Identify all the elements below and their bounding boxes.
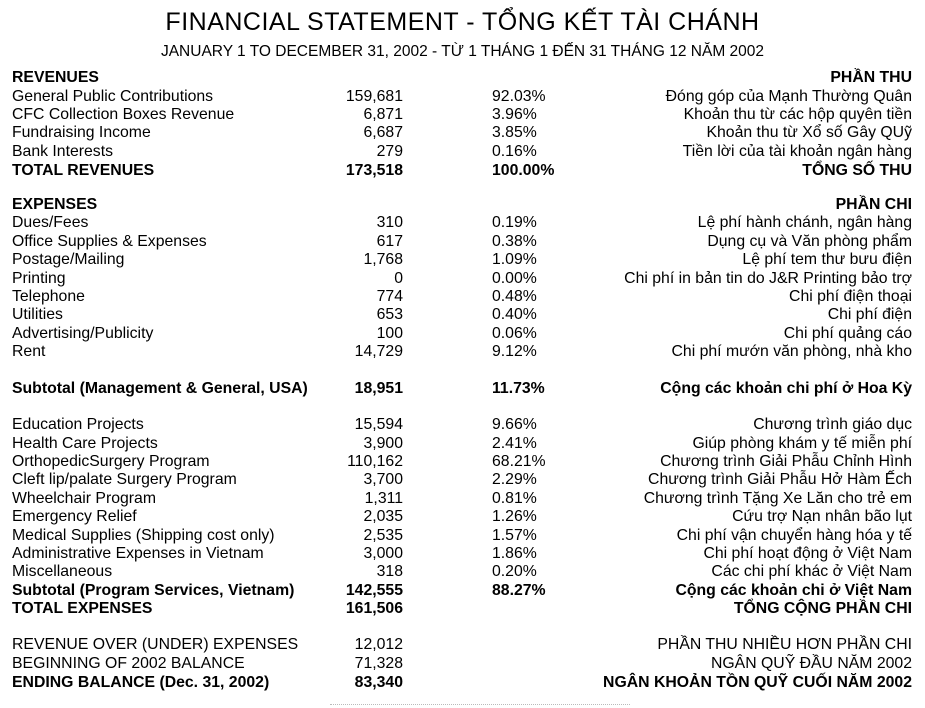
row-amount: 110,162 xyxy=(347,453,403,470)
page-subtitle: JANUARY 1 TO DECEMBER 31, 2002 - TỪ 1 THÁNG 1 ĐẾN 31 THÁNG 12 NĂM 2002 xyxy=(160,43,765,60)
row-vietnamese-label: Đóng góp của Mạnh Thường Quân xyxy=(665,88,912,105)
statement-row xyxy=(0,88,925,106)
row-percentage: 1.26% xyxy=(492,508,537,525)
row-label: CFC Collection Boxes Revenue xyxy=(12,106,235,123)
statement-row xyxy=(0,343,925,361)
row-amount: 279 xyxy=(376,143,403,160)
row-percentage: 92.03% xyxy=(492,88,546,105)
row-label: ENDING BALANCE (Dec. 31, 2002) xyxy=(12,674,270,691)
row-percentage: 0.19% xyxy=(492,214,537,231)
row-vietnamese-label: NGÂN QUỸ ĐẦU NĂM 2002 xyxy=(710,655,912,672)
row-label: Telephone xyxy=(12,288,85,305)
row-percentage: 88.27% xyxy=(492,582,546,599)
row-percentage: 1.86% xyxy=(492,545,537,562)
row-vietnamese-label: TỔNG CỘNG PHẦN CHI xyxy=(733,600,912,617)
statement-row xyxy=(0,69,925,87)
row-amount: 15,594 xyxy=(354,416,403,433)
row-label: Postage/Mailing xyxy=(12,251,125,268)
row-amount: 161,506 xyxy=(345,600,403,617)
statement-row xyxy=(0,674,925,692)
row-amount: 0 xyxy=(394,270,403,287)
statement-row xyxy=(0,162,925,180)
row-percentage: 0.48% xyxy=(492,288,537,305)
row-label: Bank Interests xyxy=(12,143,113,160)
statement-row xyxy=(0,106,925,124)
row-amount: 3,700 xyxy=(363,471,403,488)
row-percentage: 3.85% xyxy=(492,124,537,141)
row-percentage: 2.41% xyxy=(492,435,537,452)
row-percentage: 0.06% xyxy=(492,325,537,342)
row-percentage: 0.20% xyxy=(492,563,537,580)
row-vietnamese-label: Các chi phí khác ở Việt Nam xyxy=(711,563,912,580)
statement-row xyxy=(0,453,925,471)
row-amount: 617 xyxy=(376,233,403,250)
row-vietnamese-label: PHẦN THU NHIỀU HƠN PHẦN CHI xyxy=(657,636,912,653)
row-vietnamese-label: Chi phí điện thoại xyxy=(789,288,912,305)
row-amount: 142,555 xyxy=(345,582,403,599)
statement-row xyxy=(0,380,925,398)
row-label: Fundraising Income xyxy=(12,124,151,141)
row-percentage: 0.38% xyxy=(492,233,537,250)
row-label: Medical Supplies (Shipping cost only) xyxy=(12,527,275,544)
row-amount: 774 xyxy=(376,288,403,305)
row-vietnamese-label: Cứu trợ Nạn nhân bão lụt xyxy=(732,508,912,525)
statement-row xyxy=(0,196,925,214)
statement-row xyxy=(0,527,925,545)
statement-row xyxy=(0,600,925,618)
row-vietnamese-label: Chương trình Giải Phẫu Chỉnh Hình xyxy=(660,453,912,470)
row-label: EXPENSES xyxy=(12,196,98,213)
row-amount: 2,535 xyxy=(363,527,403,544)
row-amount: 159,681 xyxy=(345,88,403,105)
row-label: Utilities xyxy=(12,306,63,323)
statement-row xyxy=(0,233,925,251)
row-amount: 100 xyxy=(376,325,403,342)
statement-row xyxy=(0,471,925,489)
row-label: General Public Contributions xyxy=(12,88,214,105)
statement-row xyxy=(0,251,925,269)
statement-row xyxy=(0,214,925,232)
row-vietnamese-label: Chương trình giáo dục xyxy=(753,416,912,433)
row-vietnamese-label: Chi phí mướn văn phòng, nhà kho xyxy=(671,343,912,360)
row-label: TOTAL EXPENSES xyxy=(12,600,153,617)
statement-row xyxy=(0,508,925,526)
statement-row xyxy=(0,124,925,142)
row-vietnamese-label: Chi phí hoạt động ở Việt Nam xyxy=(703,545,912,562)
statement-row xyxy=(0,582,925,600)
row-vietnamese-label: PHẦN CHI xyxy=(835,196,912,213)
statement-row xyxy=(0,270,925,288)
row-amount: 310 xyxy=(376,214,403,231)
row-percentage: 9.12% xyxy=(492,343,537,360)
row-amount: 14,729 xyxy=(354,343,403,360)
row-label: REVENUE OVER (UNDER) EXPENSES xyxy=(12,636,299,653)
row-vietnamese-label: Chương trình Giải Phẫu Hở Hàm Ếch xyxy=(648,471,912,488)
row-vietnamese-label: Lệ phí tem thư bưu điện xyxy=(742,251,912,268)
statement-row xyxy=(0,435,925,453)
row-percentage: 0.81% xyxy=(492,490,537,507)
row-label: Cleft lip/palate Surgery Program xyxy=(12,471,237,488)
footer-divider xyxy=(330,704,630,707)
row-percentage: 2.29% xyxy=(492,471,537,488)
row-amount: 3,900 xyxy=(363,435,403,452)
row-vietnamese-label: Khoản thu từ Xổ số Gây QUỹ xyxy=(706,124,912,141)
row-vietnamese-label: Khoản thu từ các hộp quyên tiền xyxy=(683,106,912,123)
row-percentage: 0.00% xyxy=(492,270,537,287)
row-label: Advertising/Publicity xyxy=(12,325,154,342)
row-amount: 2,035 xyxy=(363,508,403,525)
statement-row xyxy=(0,490,925,508)
row-amount: 18,951 xyxy=(354,380,403,397)
row-percentage: 9.66% xyxy=(492,416,537,433)
row-amount: 1,768 xyxy=(363,251,403,268)
statement-row xyxy=(0,325,925,343)
row-label: BEGINNING OF 2002 BALANCE xyxy=(12,655,245,672)
row-label: Printing xyxy=(12,270,66,287)
row-vietnamese-label: Tiền lời của tài khoản ngân hàng xyxy=(682,143,912,160)
row-label: Subtotal (Program Services, Vietnam) xyxy=(12,582,295,599)
row-percentage: 68.21% xyxy=(492,453,546,470)
row-vietnamese-label: TỔNG SỐ THU xyxy=(802,162,912,179)
row-amount: 71,328 xyxy=(354,655,403,672)
row-label: OrthopedicSurgery Program xyxy=(12,453,210,470)
row-percentage: 0.40% xyxy=(492,306,537,323)
statement-row xyxy=(0,563,925,581)
row-vietnamese-label: Dụng cụ và Văn phòng phẩm xyxy=(707,233,912,250)
row-label: Subtotal (Management & General, USA) xyxy=(12,380,308,397)
row-amount: 12,012 xyxy=(354,636,403,653)
row-percentage: 1.57% xyxy=(492,527,537,544)
row-vietnamese-label: Chương trình Tặng Xe Lăn cho trẻ em xyxy=(643,490,912,507)
statement-row xyxy=(0,545,925,563)
row-vietnamese-label: NGÂN KHOẢN TỒN QUỸ CUỐI NĂM 2002 xyxy=(603,674,912,691)
row-label: Health Care Projects xyxy=(12,435,158,452)
row-label: Rent xyxy=(12,343,46,360)
row-amount: 1,311 xyxy=(364,490,403,507)
row-vietnamese-label: Cộng các khoản chi phí ở Hoa Kỳ xyxy=(660,380,912,397)
statement-row xyxy=(0,655,925,673)
row-amount: 6,871 xyxy=(363,106,403,123)
row-label: Dues/Fees xyxy=(12,214,89,231)
statement-row xyxy=(0,288,925,306)
row-vietnamese-label: Chi phí in bản tin do J&R Printing bảo trợ xyxy=(624,270,912,287)
row-amount: 318 xyxy=(376,563,403,580)
row-label: TOTAL REVENUES xyxy=(12,162,155,179)
statement-row xyxy=(0,636,925,654)
row-label: REVENUES xyxy=(12,69,99,86)
statement-row xyxy=(0,416,925,434)
row-amount: 83,340 xyxy=(354,674,403,691)
row-vietnamese-label: Chi phí điện xyxy=(827,306,912,323)
row-label: Emergency Relief xyxy=(12,508,137,525)
statement-row xyxy=(0,143,925,161)
row-amount: 653 xyxy=(376,306,403,323)
row-amount: 6,687 xyxy=(363,124,403,141)
row-vietnamese-label: PHẦN THU xyxy=(830,69,912,86)
row-amount: 173,518 xyxy=(345,162,403,179)
row-vietnamese-label: Chi phí quảng cáo xyxy=(783,325,912,342)
row-amount: 3,000 xyxy=(363,545,403,562)
row-vietnamese-label: Giúp phòng khám y tế miễn phí xyxy=(692,435,912,452)
row-percentage: 0.16% xyxy=(492,143,537,160)
statement-row xyxy=(0,306,925,324)
row-percentage: 100.00% xyxy=(492,162,555,179)
row-label: Miscellaneous xyxy=(12,563,113,580)
row-percentage: 11.73% xyxy=(492,380,545,397)
row-label: Wheelchair Program xyxy=(12,490,156,507)
row-vietnamese-label: Lệ phí hành chánh, ngân hàng xyxy=(697,214,912,231)
row-label: Office Supplies & Expenses xyxy=(12,233,207,250)
row-vietnamese-label: Cộng các khoản chi ở Việt Nam xyxy=(675,582,912,599)
row-label: Administrative Expenses in Vietnam xyxy=(12,545,264,562)
page-title: FINANCIAL STATEMENT - TỔNG KẾT TÀI CHÁNH xyxy=(165,8,760,36)
row-label: Education Projects xyxy=(12,416,144,433)
row-vietnamese-label: Chi phí vận chuyển hàng hóa y tế xyxy=(676,527,912,544)
row-percentage: 1.09% xyxy=(492,251,537,268)
row-percentage: 3.96% xyxy=(492,106,537,123)
